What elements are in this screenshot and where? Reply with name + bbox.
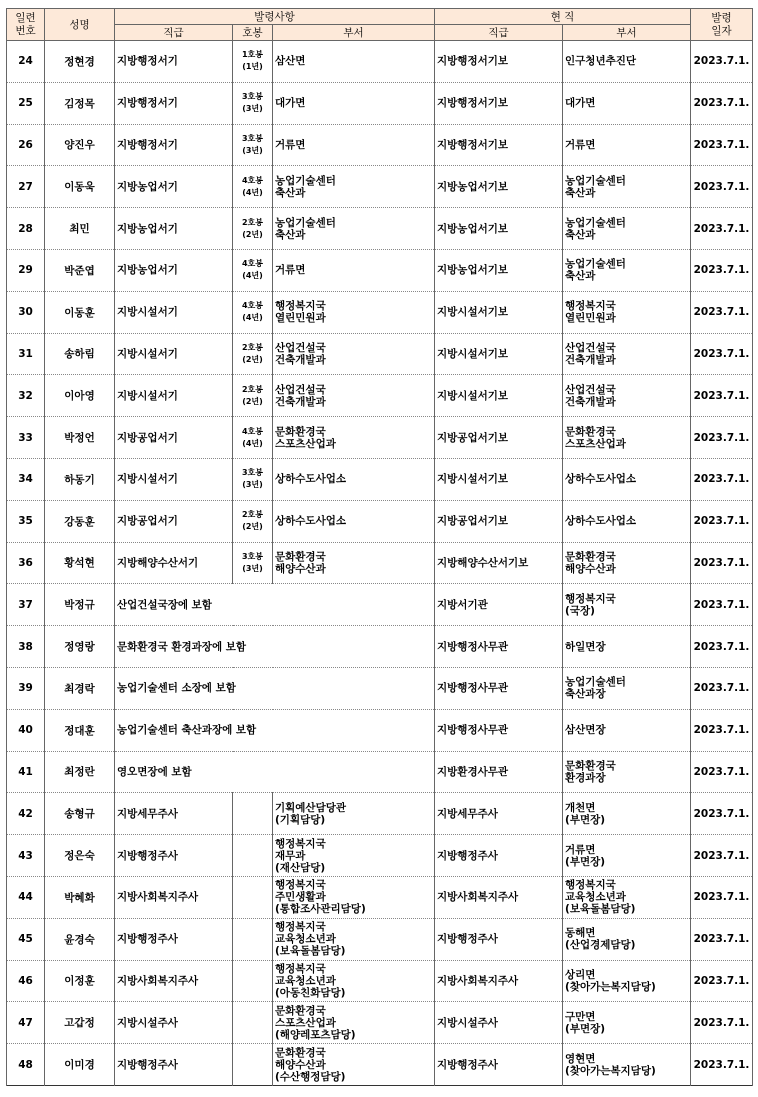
personnel-table	[6, 8, 753, 1086]
row-rank: 지방시설서기	[115, 333, 233, 375]
row-name: 송형규	[45, 793, 115, 835]
row-dept: 행정복지국 교육청소년과 (아동친화담당)	[273, 960, 435, 1002]
row-rank: 지방해양수산서기	[115, 542, 233, 584]
row-number: 42	[7, 793, 45, 835]
row-appointment-note: 농업기술센터 소장에 보함	[115, 667, 435, 709]
row-dept: 문화환경국 스포츠산업과	[273, 417, 435, 459]
table-row	[7, 458, 753, 500]
row-current-rank: 지방시설주사	[435, 1002, 563, 1044]
row-number: 24	[7, 41, 45, 83]
row-dept: 행정복지국 주민생활과 (통합조사관리담당)	[273, 876, 435, 918]
row-date: 2023.7.1.	[691, 208, 753, 250]
row-current-rank: 지방농업서기보	[435, 249, 563, 291]
header-current: 현 직	[435, 9, 691, 25]
row-date: 2023.7.1.	[691, 41, 753, 83]
table-row	[7, 375, 753, 417]
row-step: 2호봉 (2년)	[233, 208, 273, 250]
row-name: 이정훈	[45, 960, 115, 1002]
row-current-rank: 지방행정서기보	[435, 82, 563, 124]
row-current-rank: 지방사회복지주사	[435, 960, 563, 1002]
row-rank: 지방시설서기	[115, 375, 233, 417]
row-dept: 산업건설국 건축개발과	[273, 375, 435, 417]
table-row	[7, 500, 753, 542]
row-current-rank: 지방공업서기보	[435, 417, 563, 459]
row-date: 2023.7.1.	[691, 709, 753, 751]
row-number: 28	[7, 208, 45, 250]
row-current-rank: 지방행정주사	[435, 918, 563, 960]
row-step	[233, 1044, 273, 1086]
row-step: 4호봉 (4년)	[233, 249, 273, 291]
row-step	[233, 793, 273, 835]
row-name: 박준엽	[45, 249, 115, 291]
row-current-rank: 지방행정사무관	[435, 709, 563, 751]
row-appointment-note: 문화환경국 환경과장에 보함	[115, 626, 435, 668]
row-date: 2023.7.1.	[691, 458, 753, 500]
row-number: 25	[7, 82, 45, 124]
row-date: 2023.7.1.	[691, 375, 753, 417]
row-number: 39	[7, 667, 45, 709]
row-name: 이미경	[45, 1044, 115, 1086]
row-date: 2023.7.1.	[691, 960, 753, 1002]
row-number: 41	[7, 751, 45, 793]
table-row	[7, 333, 753, 375]
row-name: 박혜화	[45, 876, 115, 918]
table-row	[7, 249, 753, 291]
row-current-rank: 지방시설서기보	[435, 291, 563, 333]
row-current-dept: 상하수도사업소	[563, 500, 691, 542]
row-dept: 상하수도사업소	[273, 500, 435, 542]
row-current-dept: 대가면	[563, 82, 691, 124]
row-date: 2023.7.1.	[691, 500, 753, 542]
table-row	[7, 751, 753, 793]
row-step: 4호봉 (4년)	[233, 291, 273, 333]
row-rank: 지방행정서기	[115, 124, 233, 166]
row-dept: 상하수도사업소	[273, 458, 435, 500]
row-number: 34	[7, 458, 45, 500]
row-rank: 지방농업서기	[115, 208, 233, 250]
table-row	[7, 542, 753, 584]
row-rank: 지방농업서기	[115, 166, 233, 208]
row-current-rank: 지방행정사무관	[435, 626, 563, 668]
row-current-dept: 개천면 (부면장)	[563, 793, 691, 835]
row-name: 박정언	[45, 417, 115, 459]
row-rank: 지방행정주사	[115, 835, 233, 877]
header-step: 호봉	[233, 25, 273, 41]
row-dept: 삼산면	[273, 41, 435, 83]
row-rank: 지방행정서기	[115, 82, 233, 124]
table-row	[7, 960, 753, 1002]
row-step: 2호봉 (2년)	[233, 500, 273, 542]
row-current-rank: 지방서기관	[435, 584, 563, 626]
row-current-rank: 지방시설서기보	[435, 458, 563, 500]
row-number: 37	[7, 584, 45, 626]
row-name: 김정목	[45, 82, 115, 124]
table-row	[7, 835, 753, 877]
table-row	[7, 82, 753, 124]
row-dept: 문화환경국 해양수산과	[273, 542, 435, 584]
row-current-dept: 농업기술센터 축산과	[563, 208, 691, 250]
row-number: 43	[7, 835, 45, 877]
row-current-rank: 지방공업서기보	[435, 500, 563, 542]
header-serial: 일련 번호	[7, 9, 45, 41]
row-step	[233, 876, 273, 918]
row-date: 2023.7.1.	[691, 584, 753, 626]
row-current-dept: 하일면장	[563, 626, 691, 668]
row-number: 36	[7, 542, 45, 584]
row-date: 2023.7.1.	[691, 1044, 753, 1086]
row-appointment-note: 영오면장에 보함	[115, 751, 435, 793]
header-dept: 부서	[273, 25, 435, 41]
row-step: 2호봉 (2년)	[233, 333, 273, 375]
row-appointment-note: 농업기술센터 축산과장에 보함	[115, 709, 435, 751]
header-date: 발령 일자	[691, 9, 753, 41]
row-step: 4호봉 (4년)	[233, 417, 273, 459]
row-date: 2023.7.1.	[691, 876, 753, 918]
row-number: 27	[7, 166, 45, 208]
row-dept: 문화환경국 스포츠산업과 (해양레포츠담당)	[273, 1002, 435, 1044]
row-number: 48	[7, 1044, 45, 1086]
row-dept: 대가면	[273, 82, 435, 124]
row-step: 1호봉 (1년)	[233, 41, 273, 83]
row-date: 2023.7.1.	[691, 82, 753, 124]
row-current-rank: 지방행정주사	[435, 1044, 563, 1086]
table-row	[7, 417, 753, 459]
header-name: 성명	[45, 9, 115, 41]
table-row	[7, 41, 753, 83]
row-date: 2023.7.1.	[691, 1002, 753, 1044]
row-date: 2023.7.1.	[691, 751, 753, 793]
row-name: 정영랑	[45, 626, 115, 668]
row-rank: 지방공업서기	[115, 500, 233, 542]
row-rank: 지방시설서기	[115, 458, 233, 500]
row-name: 황석현	[45, 542, 115, 584]
table-row	[7, 876, 753, 918]
row-name: 이아영	[45, 375, 115, 417]
row-current-dept: 행정복지국 (국장)	[563, 584, 691, 626]
table-row	[7, 918, 753, 960]
row-step	[233, 918, 273, 960]
row-number: 46	[7, 960, 45, 1002]
row-rank: 지방세무주사	[115, 793, 233, 835]
row-current-rank: 지방환경사무관	[435, 751, 563, 793]
row-dept: 거류면	[273, 249, 435, 291]
row-current-dept: 산업건설국 건축개발과	[563, 375, 691, 417]
table-row	[7, 124, 753, 166]
row-current-dept: 문화환경국 해양수산과	[563, 542, 691, 584]
table-row	[7, 584, 753, 626]
row-date: 2023.7.1.	[691, 124, 753, 166]
row-step: 2호봉 (2년)	[233, 375, 273, 417]
row-current-dept: 동해면 (산업경제담당)	[563, 918, 691, 960]
row-rank: 지방시설주사	[115, 1002, 233, 1044]
row-date: 2023.7.1.	[691, 542, 753, 584]
row-number: 30	[7, 291, 45, 333]
row-rank: 지방시설서기	[115, 291, 233, 333]
row-current-dept: 농업기술센터 축산과장	[563, 667, 691, 709]
row-name: 송하림	[45, 333, 115, 375]
row-current-rank: 지방농업서기보	[435, 208, 563, 250]
row-step	[233, 960, 273, 1002]
row-step: 3호봉 (3년)	[233, 458, 273, 500]
row-number: 44	[7, 876, 45, 918]
row-name: 정현경	[45, 41, 115, 83]
header-appointment: 발령사항	[115, 9, 435, 25]
row-dept: 행정복지국 교육청소년과 (보육돌봄담당)	[273, 918, 435, 960]
row-name: 강동훈	[45, 500, 115, 542]
row-current-rank: 지방사회복지주사	[435, 876, 563, 918]
row-name: 고갑정	[45, 1002, 115, 1044]
row-number: 47	[7, 1002, 45, 1044]
row-dept: 행정복지국 열린민원과	[273, 291, 435, 333]
row-current-dept: 농업기술센터 축산과	[563, 249, 691, 291]
row-date: 2023.7.1.	[691, 667, 753, 709]
row-current-rank: 지방행정서기보	[435, 41, 563, 83]
row-current-rank: 지방세무주사	[435, 793, 563, 835]
row-number: 31	[7, 333, 45, 375]
row-rank: 지방행정주사	[115, 1044, 233, 1086]
row-current-dept: 삼산면장	[563, 709, 691, 751]
row-current-dept: 구만면 (부면장)	[563, 1002, 691, 1044]
row-current-rank: 지방농업서기보	[435, 166, 563, 208]
row-current-dept: 거류면 (부면장)	[563, 835, 691, 877]
row-step: 3호봉 (3년)	[233, 542, 273, 584]
row-number: 29	[7, 249, 45, 291]
row-step: 3호봉 (3년)	[233, 82, 273, 124]
row-number: 35	[7, 500, 45, 542]
row-date: 2023.7.1.	[691, 417, 753, 459]
row-name: 이동욱	[45, 166, 115, 208]
row-name: 정대훈	[45, 709, 115, 751]
row-current-dept: 행정복지국 열린민원과	[563, 291, 691, 333]
row-current-rank: 지방행정주사	[435, 835, 563, 877]
row-dept: 농업기술센터 축산과	[273, 208, 435, 250]
row-date: 2023.7.1.	[691, 166, 753, 208]
row-date: 2023.7.1.	[691, 333, 753, 375]
table-row	[7, 291, 753, 333]
row-dept: 행정복지국 재무과 (재산담당)	[273, 835, 435, 877]
row-name: 이동훈	[45, 291, 115, 333]
row-current-dept: 인구청년추진단	[563, 41, 691, 83]
row-current-dept: 농업기술센터 축산과	[563, 166, 691, 208]
row-dept: 문화환경국 해양수산과 (수산행정담당)	[273, 1044, 435, 1086]
row-current-dept: 산업건설국 건축개발과	[563, 333, 691, 375]
row-name: 윤경숙	[45, 918, 115, 960]
row-current-rank: 지방해양수산서기보	[435, 542, 563, 584]
row-date: 2023.7.1.	[691, 835, 753, 877]
row-rank: 지방사회복지주사	[115, 876, 233, 918]
table-row	[7, 166, 753, 208]
header-rank: 직급	[115, 25, 233, 41]
row-number: 33	[7, 417, 45, 459]
row-number: 32	[7, 375, 45, 417]
row-number: 40	[7, 709, 45, 751]
row-dept: 거류면	[273, 124, 435, 166]
row-current-rank: 지방시설서기보	[435, 333, 563, 375]
row-step	[233, 835, 273, 877]
row-step	[233, 1002, 273, 1044]
row-name: 양진우	[45, 124, 115, 166]
row-current-dept: 행정복지국 교육청소년과 (보육돌봄담당)	[563, 876, 691, 918]
header-cur-dept: 부서	[563, 25, 691, 41]
row-date: 2023.7.1.	[691, 249, 753, 291]
table-row	[7, 1044, 753, 1086]
row-dept: 기획예산담당관 (기획담당)	[273, 793, 435, 835]
row-rank: 지방행정서기	[115, 41, 233, 83]
row-name: 정은숙	[45, 835, 115, 877]
table-row	[7, 626, 753, 668]
row-date: 2023.7.1.	[691, 793, 753, 835]
row-current-rank: 지방시설서기보	[435, 375, 563, 417]
row-current-dept: 문화환경국 환경과장	[563, 751, 691, 793]
row-name: 최경락	[45, 667, 115, 709]
row-appointment-note: 산업건설국장에 보함	[115, 584, 435, 626]
row-name: 하동기	[45, 458, 115, 500]
row-rank: 지방농업서기	[115, 249, 233, 291]
row-name: 최정란	[45, 751, 115, 793]
table-row	[7, 709, 753, 751]
row-current-rank: 지방행정서기보	[435, 124, 563, 166]
row-rank: 지방사회복지주사	[115, 960, 233, 1002]
row-step: 4호봉 (4년)	[233, 166, 273, 208]
row-current-dept: 상리면 (찾아가는복지담당)	[563, 960, 691, 1002]
row-date: 2023.7.1.	[691, 918, 753, 960]
row-name: 최민	[45, 208, 115, 250]
row-date: 2023.7.1.	[691, 291, 753, 333]
row-number: 45	[7, 918, 45, 960]
row-current-rank: 지방행정사무관	[435, 667, 563, 709]
row-name: 박정규	[45, 584, 115, 626]
row-current-dept: 영현면 (찾아가는복지담당)	[563, 1044, 691, 1086]
row-rank: 지방공업서기	[115, 417, 233, 459]
table-row	[7, 208, 753, 250]
row-number: 38	[7, 626, 45, 668]
table-row	[7, 667, 753, 709]
row-current-dept: 문화환경국 스포츠산업과	[563, 417, 691, 459]
row-number: 26	[7, 124, 45, 166]
row-current-dept: 상하수도사업소	[563, 458, 691, 500]
table-row	[7, 1002, 753, 1044]
row-step: 3호봉 (3년)	[233, 124, 273, 166]
row-dept: 농업기술센터 축산과	[273, 166, 435, 208]
row-dept: 산업건설국 건축개발과	[273, 333, 435, 375]
row-current-dept: 거류면	[563, 124, 691, 166]
row-date: 2023.7.1.	[691, 626, 753, 668]
row-rank: 지방행정주사	[115, 918, 233, 960]
header-cur-rank: 직급	[435, 25, 563, 41]
table-row	[7, 793, 753, 835]
